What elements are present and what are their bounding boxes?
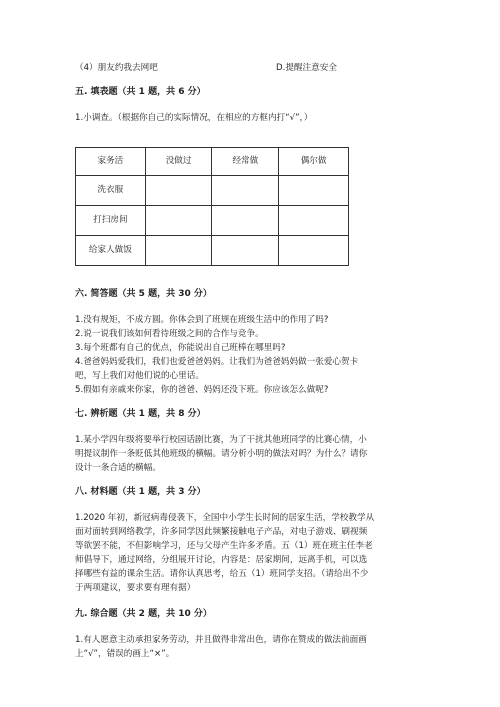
table-header-cell: 经常做 (212, 148, 279, 176)
table-header-cell: 没做过 (145, 148, 212, 176)
section-5-question: 1.小调查。（根据你自己的实际情况，在相应的方框内打“√”，） (75, 113, 313, 123)
section-5-heading: 五. 填表题（共 1 题，共 6 分） (75, 87, 206, 97)
section-6-line: 5.假如有亲戚来你家，你的爸爸、妈妈还没下班。你应该怎么做呢? (75, 385, 329, 395)
section-7-line: 明提议制作一条贬低其他班级的横幅。请分析小明的做法对吗？为什么？请你 (75, 449, 368, 459)
section-8-line: 师倡导下，通过网络，分组展开讨论，内容是：居家期间，远离手机，可以选 (75, 555, 368, 565)
table-row (76, 236, 349, 266)
table-row (76, 176, 349, 206)
section-6-line: 3.每个班都有自己的优点，你能说出自己班棒在哪里吗? (75, 343, 286, 353)
checkbox-cell[interactable] (145, 176, 212, 206)
section-6-heading: 六. 简答题（共 5 题，共 30 分） (75, 289, 212, 299)
table-row-label: 洗衣服 (76, 176, 146, 206)
section-6-line: 4.爸爸妈妈爱我们，我们也爱爸爸妈妈。让我们为爸爸妈妈做一张爱心贺卡 (75, 357, 359, 367)
table-header-cell: 家务活 (76, 148, 146, 176)
section-9-line: 1.有人愿意主动承担家务劳动，并且做得非常出色，请你在赞成的做法前面画 (75, 635, 367, 645)
option-d-text: D.提醒注意安全 (276, 63, 337, 73)
section-8-line: 择哪些有益的课余生活。请你认真思考，给五（1）班同学支招。（请给出不少 (75, 569, 369, 579)
section-6-line: 1.没有规矩，不成方圆。你体会到了班规在班级生活中的作用了吗? (75, 315, 329, 325)
checkbox-cell[interactable] (212, 176, 279, 206)
section-7-heading: 七. 辨析题（共 1 题，共 8 分） (75, 409, 206, 419)
section-8-line: 于两项建议，要求要有理有据） (75, 583, 196, 593)
section-8-line: 等欲罢不能，不但影响学习，还与父母产生许多矛盾。五（1）班在班主任李老 (75, 541, 373, 551)
checkbox-cell[interactable] (279, 176, 349, 206)
table-row-label: 打扫房间 (76, 206, 146, 236)
option-4-text: （4）朋友约我去网吧 (75, 63, 158, 73)
table-header-cell: 偶尔做 (279, 148, 349, 176)
table-row-label: 给家人做饭 (76, 236, 146, 266)
section-8-line: 1.2020 年初，新冠病毒侵袭下，全国中小学生长时间的居家生活，学校教学从 (75, 513, 375, 523)
checkbox-cell[interactable] (279, 236, 349, 266)
section-7-line: 设计一条合适的横幅。 (75, 463, 161, 473)
checkbox-cell[interactable] (212, 206, 279, 236)
table-header-row (76, 148, 349, 176)
checkbox-cell[interactable] (212, 236, 279, 266)
section-9-heading: 九. 综合题（共 2 题，共 10 分） (75, 609, 212, 619)
checkbox-cell[interactable] (145, 206, 212, 236)
checkbox-cell[interactable] (145, 236, 212, 266)
section-7-line: 1.某小学四年级将要举行校园话剧比赛，为了干扰其他班同学的比赛心情，小 (75, 435, 367, 445)
survey-table (75, 147, 349, 266)
checkbox-cell[interactable] (279, 206, 349, 236)
section-9-line: 上“√”，错误的画上“×”。 (75, 649, 175, 659)
section-6-line: 吧，写上我们对他们说的心里话。 (75, 371, 204, 381)
section-8-line: 面对面转到网络教学，许多同学因此频繁接触电子产品，对电子游戏、刷视频 (75, 527, 368, 537)
table-row (76, 206, 349, 236)
section-8-heading: 八. 材料题（共 1 题，共 3 分） (75, 487, 206, 497)
section-6-line: 2.说一说我们该如何看待班级之间的合作与竞争。 (75, 329, 264, 339)
